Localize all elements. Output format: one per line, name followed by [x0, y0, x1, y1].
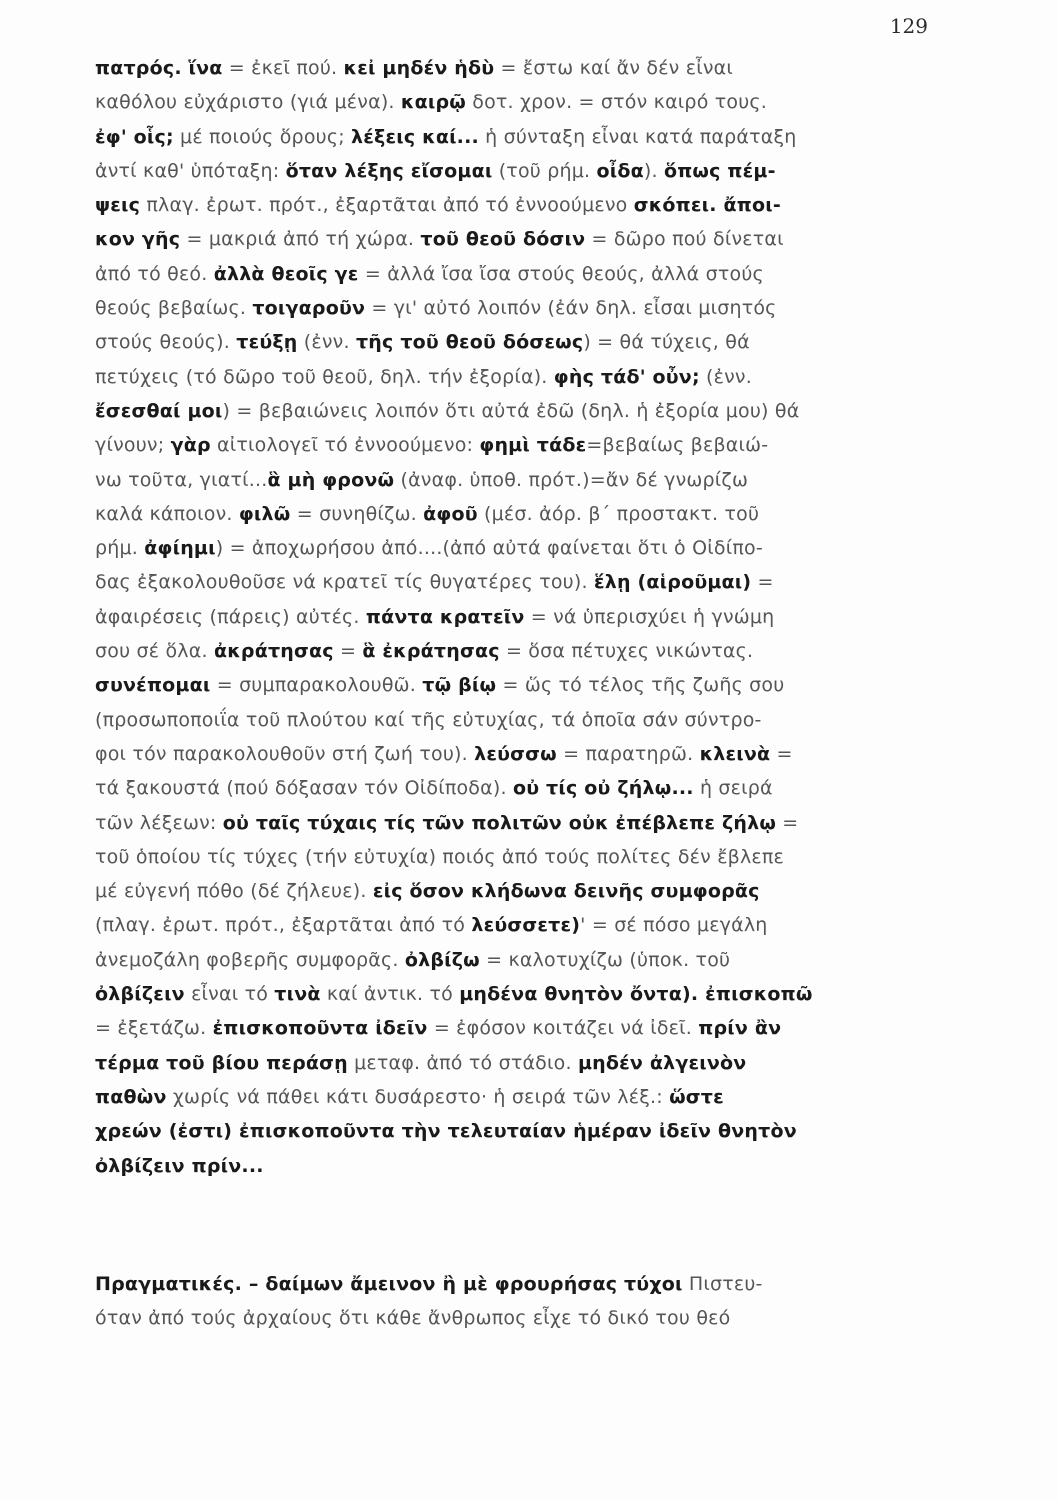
section-pragmatikes [95, 1267, 910, 1336]
gloss-text: (πλαγ. ἐρωτ. πρότ., ἐξαρτᾶται ἀπό τό [95, 914, 472, 937]
bold-lemma: παθὼν [95, 1085, 167, 1108]
bold-lemma: ἀφοῦ [423, 502, 478, 525]
bold-lemma: ὀλβίζειν [95, 983, 185, 1006]
text-line [95, 565, 910, 599]
gloss-text: ἀπό τό θεό. [95, 262, 214, 285]
gloss-text: = συνηθίζω. [290, 502, 424, 525]
text-line [95, 85, 910, 119]
gloss-text: ). [643, 159, 664, 182]
gloss-text: ἀνεμοζάλη φοβερῆς συμφορᾶς. [95, 948, 405, 971]
bold-lemma: μηδένα θνητὸν ὄντα). ἐπισκοπῶ [459, 983, 813, 1006]
bold-lemma: καιρῷ [400, 91, 466, 114]
bold-lemma: τῆς τοῦ θεοῦ δόσεως [355, 331, 584, 354]
gloss-text: = συμπαρακολουθῶ. [210, 674, 423, 697]
gloss-text: μέ εὐγενή πόθο (δέ ζήλευε). [95, 880, 373, 903]
text-line [95, 1080, 910, 1114]
bold-lemma: κλεινὰ [699, 742, 771, 765]
bold-lemma: τέρμα τοῦ βίου περάσῃ [95, 1051, 348, 1074]
text-line [95, 737, 910, 771]
gloss-text: = ὅσα πέτυχες νικώντας. [499, 640, 754, 663]
gloss-text: τοῦ ὁποίου τίς τύχες (τήν εὐτυχία) ποιός ἀπό τούς πολίτες δέν ἔβλεπε [95, 845, 785, 868]
gloss-text: =βεβαίως βεβαιώ- [586, 434, 769, 457]
text-line [95, 531, 910, 565]
bold-lemma: ἀφίημι [144, 537, 216, 560]
bold-lemma: ἔσεσθαί μοι [95, 399, 223, 422]
gloss-text: καθόλου εὐχάριστο (γιά μένα). [95, 91, 401, 114]
bold-lemma: κον γῆς [95, 228, 181, 251]
text-line [95, 360, 910, 394]
gloss-text: θεούς βεβαίως. [95, 297, 253, 320]
gloss-text: = [751, 571, 774, 594]
text-line [95, 497, 910, 531]
gloss-text: = ἐφόσον κοιτάζει νά ἰδεῖ. [427, 1017, 699, 1040]
gloss-text: ' = σέ πόσο μεγάλη [580, 914, 768, 937]
bold-lemma: μηδέν ἀλγεινὸν [577, 1051, 747, 1074]
gloss-text: αἰτιολογεῖ τό ἐννοούμενο: [210, 434, 480, 457]
text-line [95, 771, 910, 805]
gloss-text: ) = βεβαιώνεις λοιπόν ὅτι αὐτά ἐδῶ (δηλ. ἡ ἐξορία μου) θά [222, 399, 800, 422]
text-line [95, 806, 910, 840]
gloss-text: δοτ. χρον. = στόν καιρό τους. [466, 91, 768, 114]
gloss-text: (μέσ. ἀόρ. β΄ προστακτ. τοῦ [477, 502, 760, 525]
bold-lemma: ἀλλὰ θεοῖς γε [213, 262, 359, 285]
bold-lemma: πάντα κρατεῖν [365, 605, 525, 628]
bold-lemma: φημὶ τάδε [479, 434, 587, 457]
text-line [95, 1046, 910, 1080]
gloss-text: = ἔστω καί ἄν δέν εἶναι [494, 57, 733, 79]
bold-lemma: πατρός. ἵνα [95, 57, 223, 79]
text-line [95, 154, 910, 188]
text-line [95, 188, 910, 222]
gloss-text: μέ ποιούς ὅρους; [173, 125, 352, 148]
gloss-text: ρήμ. [95, 537, 145, 560]
gloss-text: χωρίς νά πάθει κάτι δυσάρεστο· ἡ σειρά τῶν λέξ.: [166, 1085, 670, 1108]
bold-lemma: τοιγαροῦν [252, 297, 366, 320]
text-line [95, 634, 910, 668]
gloss-text: σου σέ ὅλα. [95, 640, 214, 663]
bold-lemma: οὐ τίς οὐ ζήλῳ... [512, 777, 694, 800]
text-line [95, 600, 910, 634]
bold-lemma: ἃ ἐκράτησας [362, 640, 500, 663]
gloss-text: ἡ σειρά [693, 777, 773, 800]
gloss-text: ἀντί καθ' ὑπόταξη: [95, 159, 286, 182]
bold-lemma: ἕλῃ (αἱροῦμαι) [593, 571, 752, 594]
bold-lemma: φὴς τάδ' οὖν; [553, 365, 700, 388]
bold-lemma: Πραγματικές. – δαίμων ἄμεινον ἢ μὲ φρουρήσας τύχοι [95, 1273, 683, 1295]
gloss-text: ἀφαιρέσεις (πάρεις) αὐτές. [95, 605, 366, 628]
gloss-text: στούς θεούς). [95, 331, 237, 354]
page-number: 129 [889, 14, 928, 38]
text-line [95, 1149, 910, 1183]
gloss-text: (ἐνν. [297, 331, 356, 354]
bold-lemma: οὐ ταῖς τύχαις τίς τῶν πολιτῶν οὐκ ἐπέβλεπε ζήλῳ [222, 811, 777, 834]
gloss-text: (προσωποποιΐα τοῦ πλούτου καί τῆς εὐτυχίας, τά ὁποῖα σάν σύντρο- [95, 708, 762, 731]
text-line [95, 120, 910, 154]
bold-lemma: οἶδα [596, 159, 644, 182]
gloss-text: καλά κάποιον. [95, 502, 239, 525]
gloss-text: καί ἀντικ. τό [320, 983, 460, 1006]
gloss-text: = νά ὑπερισχύει ἡ γνώμη [524, 605, 775, 628]
gloss-text: τά ξακουστά (πού δόξασαν τόν Οἰδίποδα). [95, 777, 513, 800]
bold-lemma: ὀλβίζω [404, 948, 480, 971]
gloss-text: ) = ἀποχωρήσου ἀπό....(ἀπό αὐτά φαίνεται ὅτι ὁ Οἰδίπο- [215, 537, 763, 560]
gloss-text: πλαγ. ἐρωτ. πρότ., ἐξαρτᾶται ἀπό τό ἐννοούμενο [140, 194, 634, 217]
bold-lemma: τεύξῃ [236, 331, 298, 354]
text-line [95, 1301, 910, 1335]
bold-lemma: κεἰ μηδέν ἡδὺ [343, 57, 495, 79]
text-line [95, 222, 910, 256]
bold-lemma: γὰρ [170, 434, 211, 457]
gloss-text: (ἐνν. [699, 365, 752, 388]
gloss-text: φοι τόν παρακολουθοῦν στή ζωή του). [95, 742, 475, 765]
gloss-text: Πιστευ- [682, 1273, 763, 1295]
text-line [95, 394, 910, 428]
gloss-text: εἶναι τό [184, 983, 275, 1006]
commentary-paragraph [95, 51, 910, 1183]
bold-lemma: ψεις [95, 194, 141, 217]
bold-lemma: ὅπως πέμ- [663, 159, 776, 182]
text-line [95, 977, 910, 1011]
bold-lemma: ἐφ' οἷς; [95, 125, 174, 148]
text-line [95, 463, 910, 497]
text-line [95, 325, 910, 359]
bold-lemma: τῷ βίῳ [422, 674, 497, 697]
bold-lemma: ὅταν λέξης εἴσομαι [285, 159, 493, 182]
bold-lemma: ἀκράτησας [213, 640, 334, 663]
bold-lemma: ὀλβίζειν πρίν... [95, 1154, 264, 1177]
gloss-text: = μακριά ἀπό τή χώρα. [180, 228, 421, 251]
gloss-text: = καλοτυχίζω (ὑποκ. τοῦ [479, 948, 731, 971]
gloss-text: = ἐξετάζω. [95, 1017, 213, 1040]
gloss-text: μεταφ. ἀπό τό στάδιο. [347, 1051, 578, 1074]
bold-lemma: ἐπισκοποῦντα ἰδεῖν [212, 1017, 428, 1040]
gloss-text: = δῶρο πού δίνεται [585, 228, 784, 251]
gloss-text: = ἐκεῖ πού. [222, 57, 344, 79]
text-line [95, 51, 910, 85]
bold-lemma: ἃ μὴ φρονῶ [267, 468, 395, 491]
bold-lemma: συνέπομαι [95, 674, 211, 697]
gloss-text: νω τοῦτα, γιατί... [95, 468, 268, 491]
gloss-text: ἡ σύνταξη εἶναι κατά παράταξη [478, 125, 797, 148]
text-line [95, 1267, 910, 1301]
text-line [95, 703, 910, 737]
gloss-text: = ὥς τό τέλος τῆς ζωῆς σου [496, 674, 785, 697]
bold-lemma: λεύσσω [474, 742, 557, 765]
gloss-text: = παρατηρῶ. [556, 742, 700, 765]
text-line [95, 874, 910, 908]
gloss-text: = [776, 811, 799, 834]
bold-lemma: ὥστε [669, 1085, 724, 1108]
text-line [95, 257, 910, 291]
text-line [95, 428, 910, 462]
gloss-text: (ἀναφ. ὑποθ. πρότ.)=ἄν δέ γνωρίζω [394, 468, 749, 491]
bold-lemma: λεύσσετε) [471, 914, 581, 937]
bold-lemma: εἰς ὅσον κλήδωνα δεινῆς συμφορᾶς [372, 880, 760, 903]
text-line [95, 1114, 910, 1148]
text-line [95, 943, 910, 977]
gloss-text: τῶν λέξεων: [95, 811, 223, 834]
bold-lemma: πρίν ἂν [698, 1017, 782, 1040]
text-line [95, 291, 910, 325]
gloss-text: ) = θά τύχεις, θά [583, 331, 750, 354]
text-line [95, 840, 910, 874]
gloss-text: γίνουν; [95, 434, 171, 457]
gloss-text: (τοῦ ρήμ. [492, 159, 597, 182]
gloss-text: = [333, 640, 363, 663]
bold-lemma: τινὰ [274, 983, 321, 1006]
text-line [95, 668, 910, 702]
bold-lemma: φιλῶ [238, 502, 291, 525]
bold-lemma: τοῦ θεοῦ δόσιν [420, 228, 586, 251]
text-line [95, 1011, 910, 1045]
gloss-text: πετύχεις (τό δῶρο τοῦ θεοῦ, δηλ. τήν ἐξορία). [95, 365, 554, 388]
gloss-text: = [770, 742, 793, 765]
gloss-text: όταν ἀπό τούς ἀρχαίους ὅτι κάθε ἄνθρωπος εἶχε τό δικό του θεό [95, 1307, 731, 1330]
bold-lemma: χρεών (ἐστι) ἐπισκοποῦντα τὴν τελευταίαν ἡμέραν ἰδεῖν θνητὸν [95, 1120, 797, 1143]
gloss-text: δας ἐξακολουθοῦσε νά κρατεῖ τίς θυγατέρες του). [95, 571, 594, 594]
bold-lemma: λέξεις καί... [351, 125, 479, 148]
gloss-text: = γι' αὐτό λοιπόν (ἐάν δηλ. εἶσαι μισητός [365, 297, 777, 320]
gloss-text: = ἀλλά ἴσα ἴσα στούς θεούς, ἀλλά στούς [358, 262, 764, 285]
text-line [95, 908, 910, 942]
bold-lemma: σκόπει. ἄποι- [633, 194, 781, 217]
